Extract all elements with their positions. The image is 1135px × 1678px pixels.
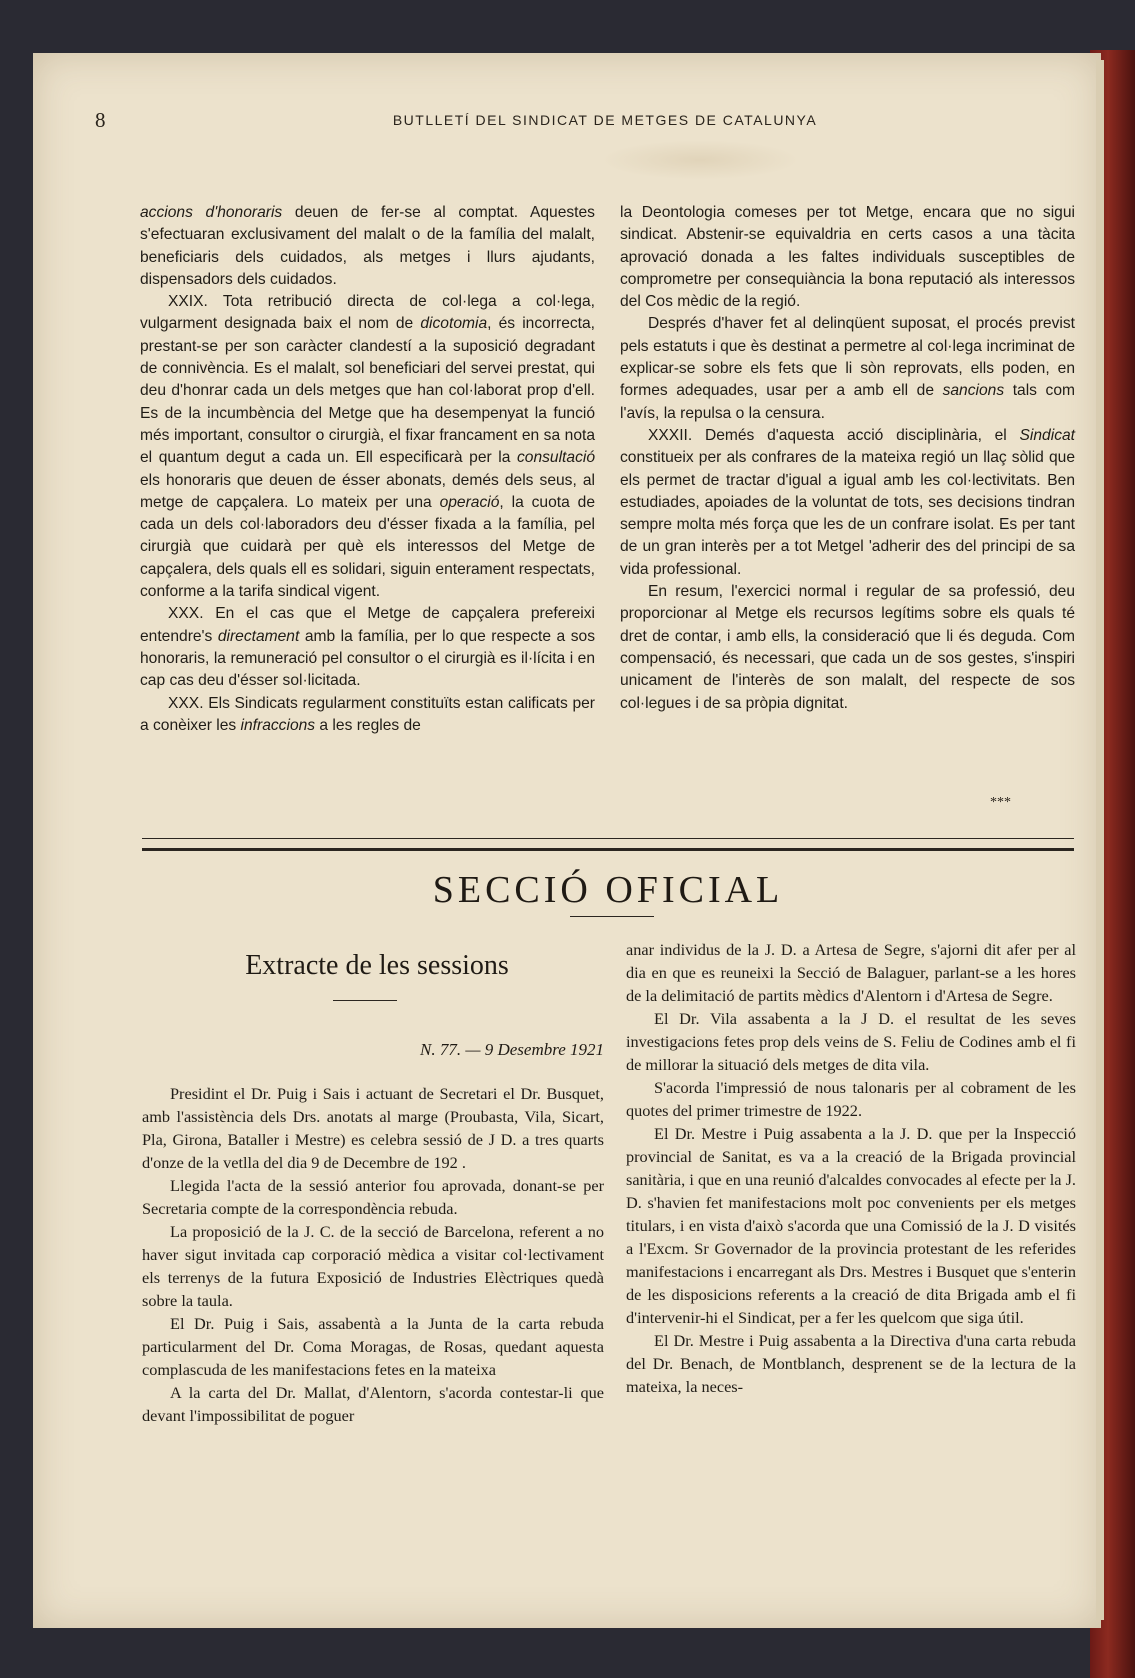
bottom-right-column: [626, 938, 1076, 1398]
subsection-title: Extracte de les sessions: [245, 950, 509, 981]
page-header: [95, 108, 1055, 132]
paragraph: XXX. Els Sindicats regularment constituïts estan calificats per a conèixer les infraccions a les regles de: [140, 694, 595, 734]
paragraph: El Dr. Vila assabenta a la J D. el resultat de les seves investigacions fetes prop dels veins de S. Feliu de Codines amb el fi de millorar la situació dels metges de dita vila.: [626, 1009, 1076, 1074]
paragraph: XXX. En el cas que el Metge de capçalera prefereixi entendre's directament amb la família, per lo que respecte a sos honoraris, la remuneració pel consultor o el cirurgià es il·lícita i en cap cas deu d'ésser sol·licitada.: [140, 605, 595, 690]
paragraph: Presidint el Dr. Puig i Sais i actuant de Secretari el Dr. Busquet, amb l'assistència dels Drs. anotats al marge (Proubasta, Vila, Sicart, Pla, Girona, Bataller i Mestre) es celebra sessió de J D. a tres quarts d'onze de la vetlla del dia 9 de Decembre de 192 .: [142, 1084, 604, 1172]
top-left-column: [140, 202, 595, 737]
page-edge: [1096, 60, 1104, 1620]
paragraph: XXXII. Demés d'aquesta acció disciplinària, el Sindicat constitueix per als confrares de la mateixa regió un llaç sòlid que els permet de tractar d'igual a igual amb les col·lectivitats. Ben estudiades, apoiades de la voluntat de tots, ses decisions tindran sempre molta més força que les de un confrare isolat. Es per tant de un gran interès per a tot Metgel 'adherir des del principi de sa vida professional.: [620, 426, 1075, 578]
page-number: 8: [95, 108, 106, 132]
paragraph: S'acorda l'impressió de nous talonaris per al cobrament de les quotes del primer trimestre de 1922.: [626, 1078, 1076, 1120]
top-right-column: [620, 202, 1075, 715]
paragraph: accions d'honoraris deuen de fer-se al comptat. Aquestes s'efectuaran exclusivament del malalt o de la família del malalt, beneficiaris dels cuidados, als metges i llurs ajudants, dispensadors dels cuidados.: [140, 204, 595, 288]
paragraph: XXIX. Tota retribució directa de col·lega a col·lega, vulgarment designada baix el nom de dicotomia, és incorrecta, prestant-se per son caràcter clandestí a la suposició degradant de connivència. Es el malalt, sol beneficiari del servei prestat, qui deu d'honrar cada un dels metges que han col·laborat prop d'ell. Es de la incumbència del Metge que ha desempenyat la funció més important, consultor o cirurgià, el fixar francament en sa nota el quantum degut a cada un. Ell especificarà per la consultació els honoraris que deuen de ésser abonats, demés dels seus, al metge de capçalera. Lo mateix per una operació, la cuota de cada un dels col·laboradors deu d'ésser fixada a la família, pel cirurgià que cuidarà per què els interessos del Metge de capçalera, dels quals ell es solidari, siguin enterament respectats, conforme a la tarifa sindical vigent.: [140, 293, 596, 601]
running-head: BUTLLETÍ DEL SINDICAT DE METGES DE CATALUNYA: [392, 112, 818, 128]
paragraph: Després d'haver fet al delinqüent suposat, el procés previst pels estatuts i que ès destinat a permetre al col·lega incriminat de explicar-se sobre els fets que li sòn reprovats, ells poden, en formes adequades, usar per a amb ell de sancions tals com l'avís, la repulsa o la censura.: [620, 315, 1075, 422]
section-separator-stars: ***: [990, 795, 1011, 810]
paragraph: la Deontologia comeses per tot Metge, encara que no sigui sindicat. Abstenir-se equivaldria en certs casos a una tàcita aprovació donada a les faltes individuals susceptibles de comprometre per consequiància la bona reputació als interessos del Cos mèdic de la regió.: [620, 204, 1075, 311]
section-title: SECCIÓ OFICIAL: [432, 869, 784, 911]
bottom-left-column: [142, 1082, 604, 1427]
paragraph: En resum, l'exercici normal i regular de sa professió, deu proporcionar al Metge els recursos legítims sobre els quals té dret de contar, i amb ells, la consideració que li és deguda. Com compensació, és necessari, que cada un de sos gestes, s'inspiri unicament de l'interès de son malalt, del respecte de sos col·legues i de sa pròpia dignitat.: [620, 583, 1075, 712]
session-date: N. 77. — 9 Desembre 1921: [420, 1040, 604, 1059]
paragraph: El Dr. Mestre i Puig assabenta a la Directiva d'una carta rebuda del Dr. Benach, de Montblanch, desprenent se de la lectura de la mateixa, la neces-: [626, 1331, 1076, 1396]
paragraph: anar individus de la J. D. a Artesa de Segre, s'ajorni dit afer per al dia en que es reuneixi la Secció de Balaguer, parlant-se a les hores de la delimitació de partits mèdics d'Alentorn i d'Artesa de Segre.: [626, 940, 1076, 1005]
paragraph: A la carta del Dr. Mallat, d'Alentorn, s'acorda contestar-li que devant l'impossibilitat de poguer: [142, 1383, 604, 1425]
section-rule-thick: [142, 848, 1074, 851]
subsection-underline: [333, 1000, 397, 1001]
paragraph: El Dr. Mestre i Puig assabenta a la J. D. que per la Inspecció provincial de Sanitat, es va a la creació de la Brigada provincial sanitària, i que en una reunió d'alcaldes convocades al efecte per la J. D. s'havien fet manifestacions molt poc convenients per els metges titulars, i en vista d'això s'acorda que una Comissió de la J. D visités a l'Excm. Sr Governador de la provincia protestant de les referides manifestacions i encarregant als Drs. Mestres i Busquet que s'enterin de les disposicions referents a la creació de dita Brigada amb el fi d'intervenir-hi el Sindicat, per a fer les quelcom que siga útil.: [626, 1124, 1076, 1327]
section-title-underline: [570, 916, 654, 917]
paragraph: Llegida l'acta de la sessió anterior fou aprovada, donant-se per Secretaria compte de la correspondència rebuda.: [142, 1176, 604, 1218]
paper-stain: [600, 140, 800, 180]
section-rule-thin: [142, 838, 1074, 839]
paragraph: La proposició de la J. C. de la secció de Barcelona, referent a no haver sigut invitada cap corporació mèdica a visitar col·lectivament els terrenys de la futura Exposició de Industries Elèctriques quedà sobre la taula.: [142, 1222, 604, 1310]
paragraph: El Dr. Puig i Sais, assabentà a la Junta de la carta rebuda particularment del Dr. Coma Moragas, de Rosas, quedant aquesta complascuda de les manifestacions fetes en la mateixa: [142, 1314, 604, 1379]
